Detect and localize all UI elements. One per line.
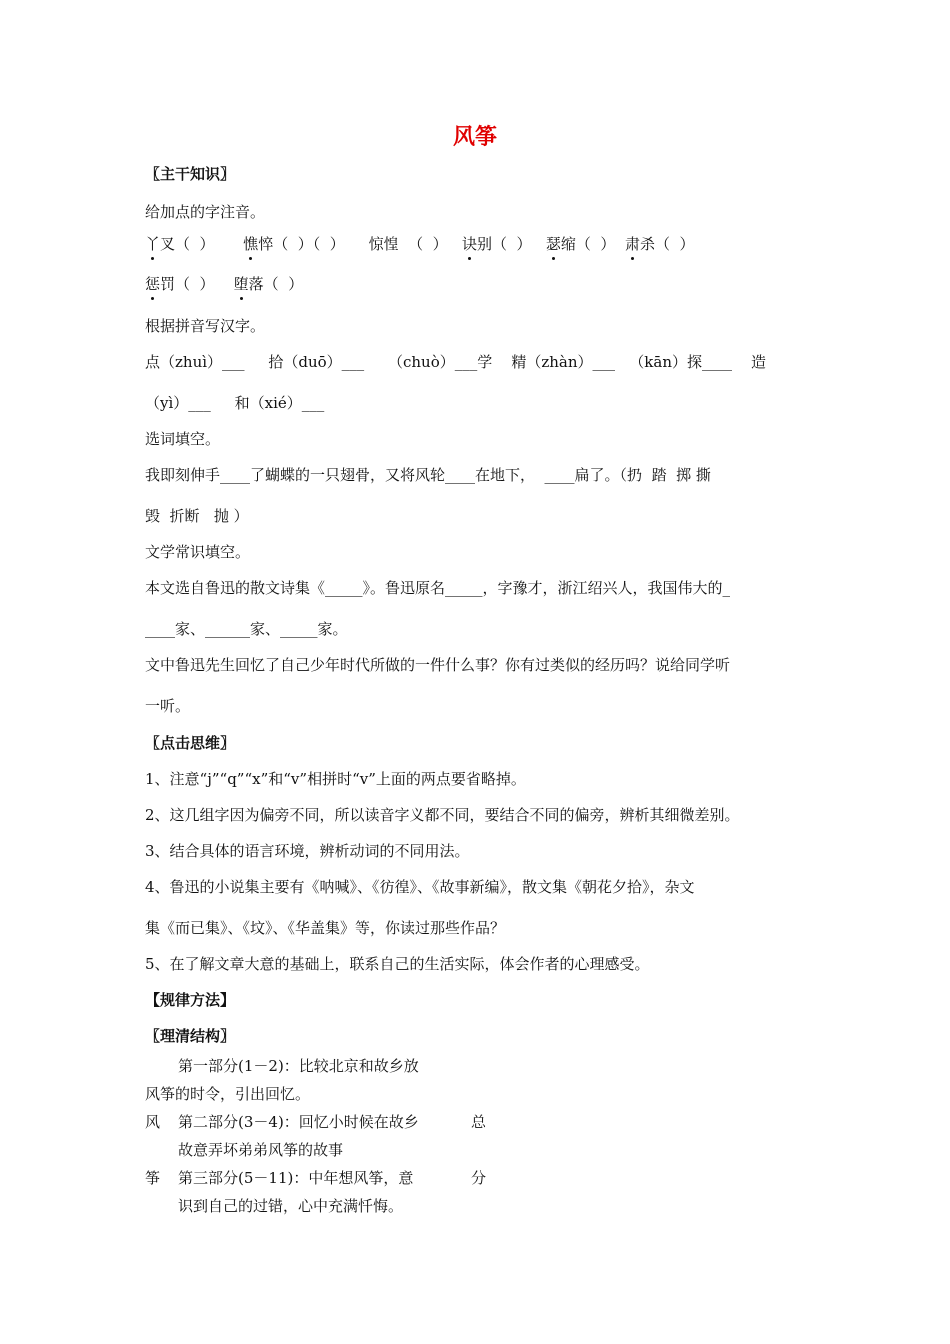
structure-label-zong: 总 xyxy=(471,1113,487,1131)
dotted-char: 惩 xyxy=(145,275,161,293)
phonetic-item: 罚（ ） xyxy=(160,275,215,293)
question-word-choice: 选词填空。 xyxy=(145,430,221,448)
tip-2: 2、这几组字因为偏旁不同，所以读音字义都不同，要结合不同的偏旁，辨析其细微差别。 xyxy=(145,806,740,824)
tip-4-line-1: 4、鲁迅的小说集主要有《呐喊》、《彷徨》、《故事新编》，散文集《朝花夕拾》，杂文 xyxy=(145,878,695,896)
question-recall-line-1: 文中鲁迅先生回忆了自己少年时代所做的一件什么事？你有过类似的经历吗？说给同学听 xyxy=(145,656,731,674)
dotted-char: 肃 xyxy=(624,235,640,253)
structure-part3-line1: 第三部分(5－11)：中年想风筝，意 xyxy=(178,1169,414,1187)
tip-4-line-2: 集《而已集》、《坟》、《华盖集》等，你读过那些作品？ xyxy=(145,919,506,937)
phonetic-item: 杀（ ） xyxy=(640,235,695,253)
tip-5: 5、在了解文章大意的基础上，联系自己的生活实际，体会作者的心理感受。 xyxy=(145,955,650,973)
document-title: 风筝 xyxy=(452,124,497,150)
structure-label-zheng: 筝 xyxy=(145,1169,161,1187)
structure-label-fen: 分 xyxy=(471,1169,487,1187)
pinyin-line-2: （yì）___ 和（xié）___ xyxy=(145,394,325,412)
phonetic-item: 叉（ ） xyxy=(160,235,215,253)
tip-1: 1、注意“j”“q”“x”和“v”相拼时“v”上面的两点要省略掉。 xyxy=(145,770,526,788)
phonetic-item: 别（ ） xyxy=(477,235,532,253)
dotted-char: 堕 xyxy=(233,275,249,293)
structure-part1-line2: 风筝的时令，引出回忆。 xyxy=(145,1085,311,1103)
pinyin-line-1: 点（zhuì）___ 拾（duō）___ （chuò）___学 精（zhàn）___ （kān）探____ 造 xyxy=(145,353,767,371)
question-pinyin: 根据拼音写汉字。 xyxy=(145,317,266,335)
question-recall-line-2: 一听。 xyxy=(145,697,191,715)
dotted-char: 瑟 xyxy=(545,235,561,253)
structure-label-feng: 风 xyxy=(145,1113,161,1131)
word-choice-line-2: 毁 折断 抛 ） xyxy=(145,507,249,525)
section-heading-method: 【规律方法】 xyxy=(145,991,236,1009)
phonetic-item: 悴（ ）（ ） xyxy=(258,235,345,253)
tip-3: 3、结合具体的语言环境，辨析动词的不同用法。 xyxy=(145,842,470,860)
dotted-char: 诀 xyxy=(462,235,478,253)
structure-part1-line1: 第一部分(1－2)：比较北京和故乡放 xyxy=(178,1057,419,1075)
structure-part2-line1: 第二部分(3－4)：回忆小时候在故乡 xyxy=(178,1113,419,1131)
section-heading-thinking: 〖点击思维〗 xyxy=(145,734,236,752)
literature-line-1: 本文选自鲁迅的散文诗集《_____》。鲁迅原名_____，字豫才，浙江绍兴人，我国伟大的_ xyxy=(145,579,731,597)
phonetic-item: 惊惶 （ ） xyxy=(368,235,448,253)
phonetic-item: 落（ ） xyxy=(248,275,304,293)
question-phonetic: 给加点的字注音。 xyxy=(145,203,266,221)
question-literature: 文学常识填空。 xyxy=(145,543,251,561)
section-heading-main-knowledge: 〖主干知识〗 xyxy=(145,165,236,183)
phonetic-items-row2 xyxy=(145,274,303,294)
structure-part2-line2: 故意弄坏弟弟风筝的故事 xyxy=(178,1141,344,1159)
dotted-char: 憔 xyxy=(243,235,259,253)
word-choice-line-1: 我即刻伸手____了蝴蝶的一只翅骨，又将风轮____在地下， ____扁了。（扔 踏 掷 撕 xyxy=(145,466,711,484)
structure-part3-line2: 识到自己的过错，心中充满忏悔。 xyxy=(178,1197,404,1215)
phonetic-item: 缩（ ） xyxy=(560,235,616,253)
section-heading-structure: 〖理清结构〗 xyxy=(145,1027,236,1045)
phonetic-items-row1 xyxy=(145,234,695,254)
literature-line-2: ____家、______家、_____家。 xyxy=(145,620,348,638)
dotted-char: 丫 xyxy=(145,235,161,253)
